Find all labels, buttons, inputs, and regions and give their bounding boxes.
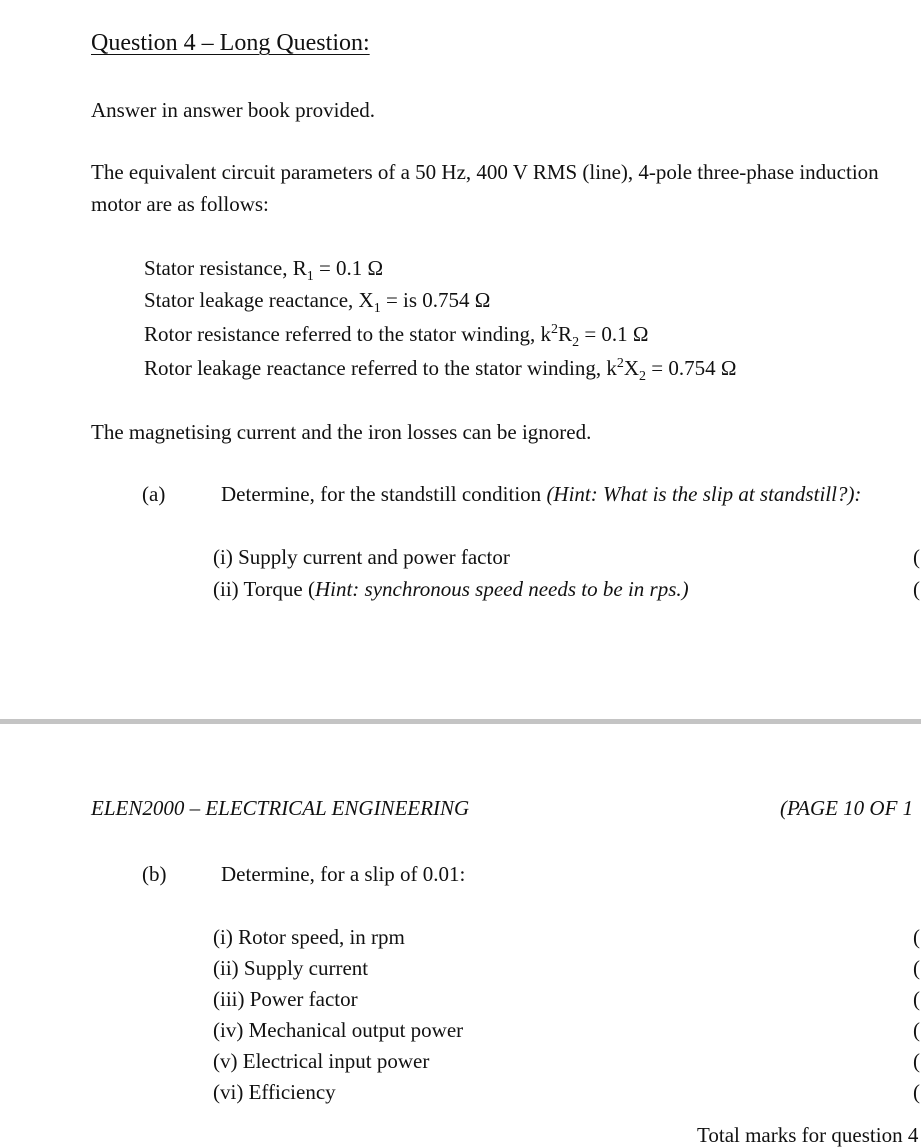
instruction-text: Answer in answer book provided. bbox=[91, 98, 376, 122]
param-label: Rotor resistance referred to the stator winding, k bbox=[144, 322, 552, 346]
part-a-label: (a) bbox=[142, 482, 166, 506]
part-a-hint: (Hint: What is the slip at standstill?): bbox=[546, 482, 862, 506]
header-course: ELEN2000 – ELECTRICAL ENGINEERING bbox=[91, 796, 470, 820]
part-b-text: Determine, for a slip of 0.01: bbox=[221, 862, 466, 886]
part-a-item-ii bbox=[213, 577, 689, 601]
param-value: = 0.1 Ω bbox=[313, 256, 384, 280]
part-b-label: (b) bbox=[142, 862, 167, 886]
marks-bracket: ( bbox=[913, 1018, 920, 1042]
marks-bracket: ( bbox=[913, 956, 920, 980]
part-a-text bbox=[221, 482, 861, 506]
param-subscript: 1 bbox=[373, 301, 381, 316]
param-label: Stator resistance, R bbox=[144, 256, 307, 280]
header-page-number: (PAGE 10 OF 1 bbox=[780, 796, 914, 820]
param-label: Stator leakage reactance, X bbox=[144, 288, 374, 312]
param-subscript: 1 bbox=[306, 269, 314, 284]
param-rotor-resistance bbox=[144, 322, 649, 350]
part-a-instruction: Determine, for the standstill condition bbox=[221, 482, 547, 506]
part-b-item-ii: (ii) Supply current bbox=[213, 956, 369, 980]
total-marks-partial: Total marks for question 4 bbox=[697, 1123, 919, 1147]
marks-bracket: ( bbox=[913, 1080, 920, 1104]
question-title: Question 4 – Long Question: bbox=[91, 30, 370, 56]
intro-line-2: motor are as follows: bbox=[91, 192, 269, 216]
param-stator-reactance bbox=[144, 288, 490, 316]
part-b-item-iii: (iii) Power factor bbox=[213, 987, 358, 1011]
marks-bracket: ( bbox=[913, 577, 920, 601]
marks-bracket: ( bbox=[913, 1049, 920, 1073]
param-superscript: 2 bbox=[551, 322, 559, 337]
note-text: The magnetising current and the iron losses can be ignored. bbox=[91, 420, 592, 444]
param-subscript: 2 bbox=[572, 335, 580, 350]
marks-bracket: ( bbox=[913, 925, 920, 949]
marks-bracket: ( bbox=[913, 545, 920, 569]
part-a-item-ii-hint: Hint: synchronous speed needs to be in rps.) bbox=[314, 577, 689, 601]
param-symbol: X bbox=[623, 356, 640, 380]
param-value: = 0.1 Ω bbox=[579, 322, 649, 346]
part-a-item-ii-label: (ii) Torque ( bbox=[213, 577, 315, 601]
marks-bracket: ( bbox=[913, 987, 920, 1011]
param-subscript: 2 bbox=[639, 369, 647, 384]
part-b-item-v: (v) Electrical input power bbox=[213, 1049, 430, 1073]
param-value: = 0.754 Ω bbox=[646, 356, 737, 380]
param-stator-resistance bbox=[144, 256, 383, 284]
intro-line-1: The equivalent circuit parameters of a 50 Hz, 400 V RMS (line), 4-pole three-phase induction bbox=[91, 160, 879, 184]
page-divider bbox=[0, 719, 921, 724]
param-value: = is 0.754 Ω bbox=[380, 288, 491, 312]
part-b-item-iv: (iv) Mechanical output power bbox=[213, 1018, 464, 1042]
param-label: Rotor leakage reactance referred to the stator winding, k bbox=[144, 356, 617, 380]
part-b-item-i: (i) Rotor speed, in rpm bbox=[213, 925, 405, 949]
part-b-item-vi: (vi) Efficiency bbox=[213, 1080, 336, 1104]
param-superscript: 2 bbox=[616, 356, 624, 371]
param-symbol: R bbox=[558, 322, 573, 346]
param-rotor-reactance bbox=[144, 356, 737, 384]
part-a-item-i: (i) Supply current and power factor bbox=[213, 545, 510, 569]
